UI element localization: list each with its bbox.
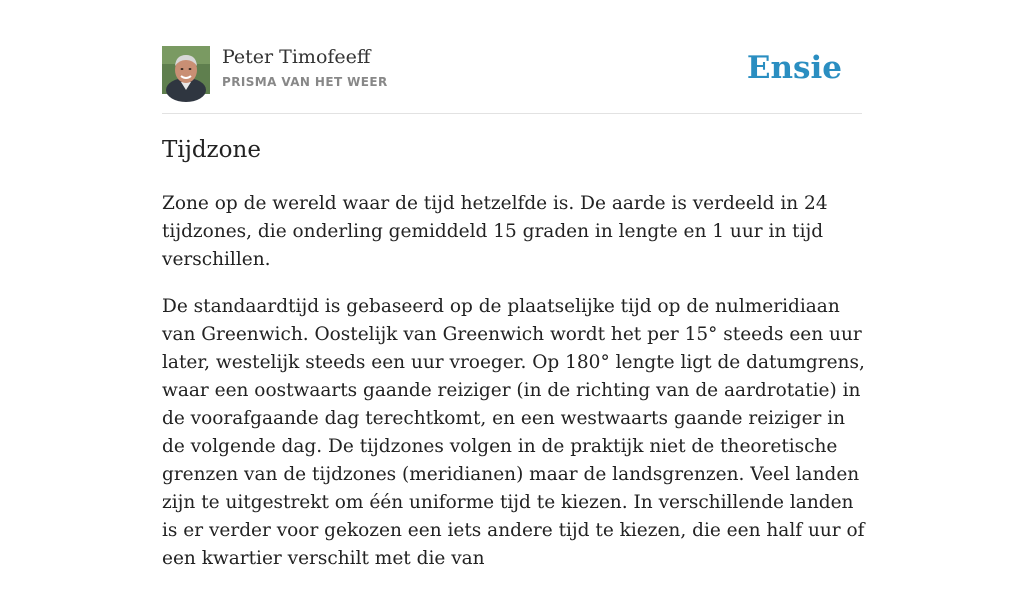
author-header <box>162 46 862 96</box>
header-divider <box>162 113 862 114</box>
article-body <box>162 190 868 592</box>
author-avatar[interactable] <box>162 46 210 94</box>
article-title: Tijdzone <box>162 137 261 163</box>
author-name[interactable]: Peter Timofeeff <box>222 46 371 68</box>
article-paragraph: De standaardtijd is gebaseerd op de plaatselijke tijd op de nulmeridiaan van Greenwich. Oostelijk van Greenwich wordt het per 15° steeds een uur later, westelijk steeds een uur vroeger. Op 180° lengte ligt de datumgrens, waar een oostwaarts gaande reiziger (in de richting van de aardrotatie) in de voorafgaande dag terechtkomt, en een westwaarts gaande reiziger in de volgende dag. De tijdzones volgen in de praktijk niet de theoretische grenzen van de tijdzones (meridianen) maar de landsgrenzen. Veel landen zijn te uitgestrekt om één uniforme tijd te kiezen. In verschillende landen is er verder voor gekozen een iets andere tijd te kiezen, die een half uur of een kwartier verschilt met die van <box>162 296 865 569</box>
article-paragraph: Zone op de wereld waar de tijd hetzelfde is. De aarde is verdeeld in 24 tijdzones, die onderling gemiddeld 15 graden in lengte en 1 uur in tijd verschillen. <box>162 193 828 270</box>
avatar-photo <box>162 46 210 94</box>
author-subtitle[interactable]: PRISMA VAN HET WEER <box>222 75 388 89</box>
ensie-logo[interactable]: Ensie <box>746 50 842 86</box>
